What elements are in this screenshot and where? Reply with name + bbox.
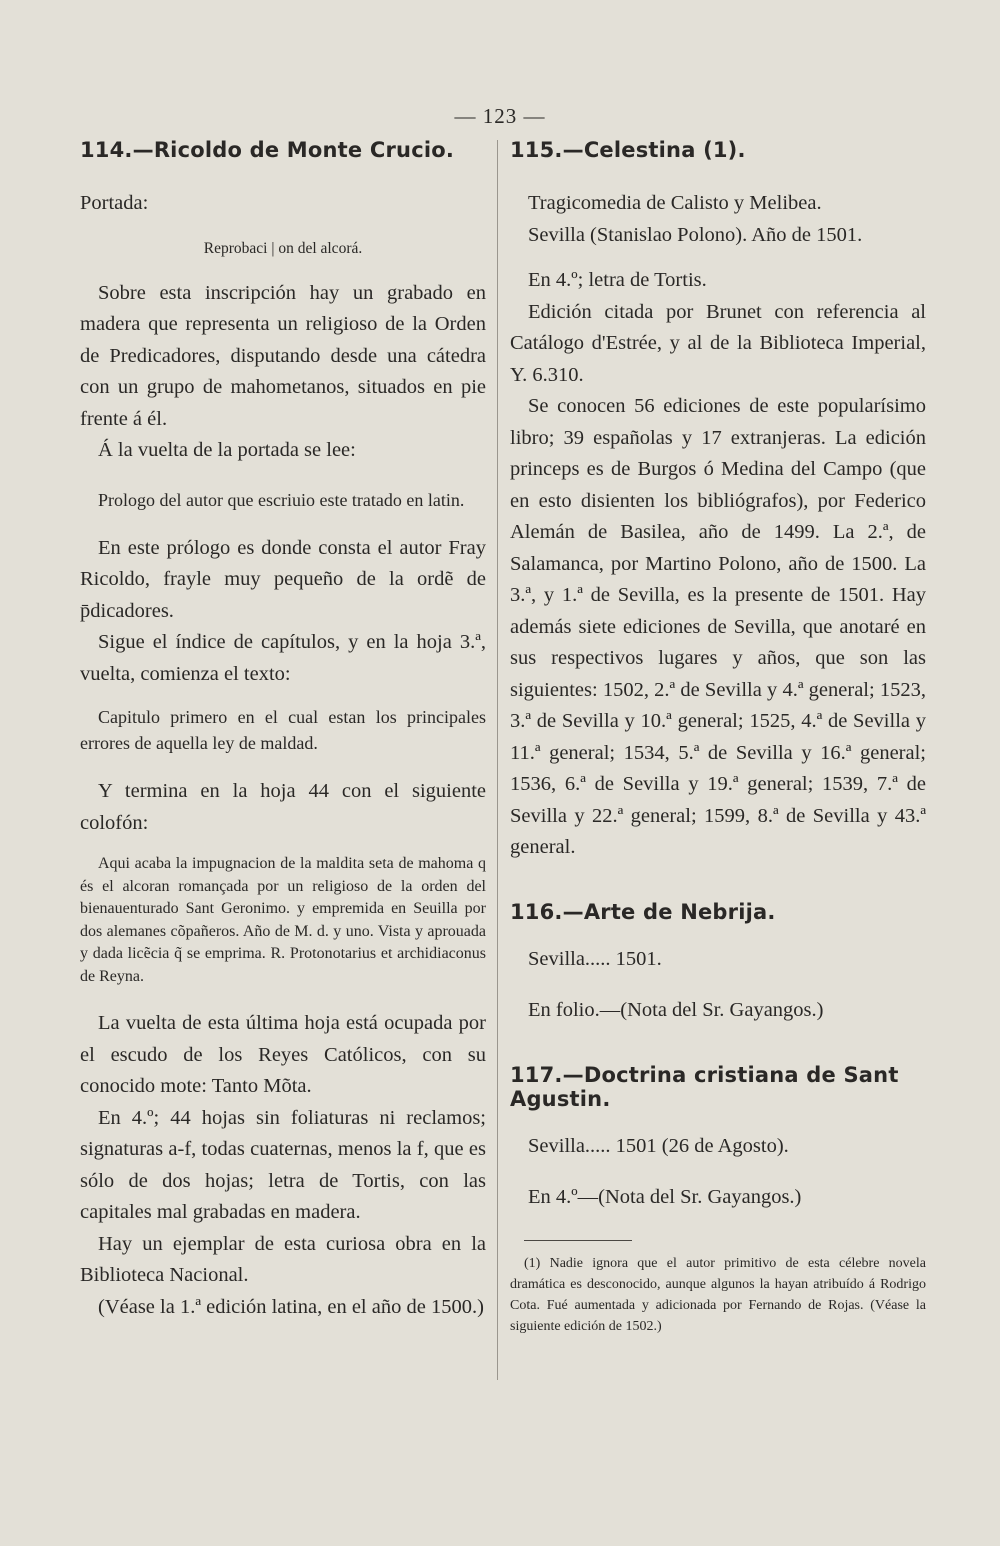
paragraph: En este prólogo es donde consta el autor Fray Ricoldo, frayle muy pequeño de la ordẽ de p̄dicadores. (80, 536, 486, 622)
paragraph: Sobre esta inscripción hay un grabado en madera que representa un religioso de la Orden de Predicadores, disputando desde una cátedra con un grupo de mahometanos, situados en pie frente á él. (80, 281, 486, 430)
left-column (80, 138, 486, 1323)
portada-label: Portada: (80, 192, 149, 214)
paragraph: Se conocen 56 ediciones de este popularísimo libro; 39 españolas y 17 extranjeras. La edición princeps es de Burgos ó Medina del Campo (que en esto disienten los bibliógrafos), por Federico Alemán de Basilea, año de 1499. La 2.ª, de Salamanca, por Martino Polono, año de 1500. La 3.ª, y 1.ª de Sevilla, es la presente de 1501. Hay además siete ediciones de Sevilla, que anotaré en sus respectivos lugares y años, que son las siguientes: 1502, 2.ª de Sevilla y 4.ª general; 1523, 3.ª de Sevilla y 10.ª general; 1525, 4.ª de Sevilla y 11.ª general; 1534, 5.ª de Sevilla y 16.ª general; 1536, 6.ª de Sevilla y 19.ª general; 1539, 7.ª de Sevilla y 22.ª general; 1599, 8.ª de Sevilla y 43.ª general. (510, 395, 926, 858)
page-number: — 123 — (454, 104, 546, 128)
footnote-rule (524, 1240, 632, 1241)
paragraph: En 4.º—(Nota del Sr. Gayangos.) (528, 1186, 802, 1208)
paragraph: Hay un ejemplar de esta curiosa obra en la Biblioteca Nacional. (80, 1232, 486, 1286)
paragraph: Edición citada por Brunet con referencia al Catálogo d'Estrée, y al de la Biblioteca Imperial, Y. 6.310. (510, 300, 926, 386)
paragraph: Tragicomedia de Calisto y Melibea. (528, 192, 822, 214)
paragraph: En 4.º; letra de Tortis. (528, 269, 707, 291)
entry-heading-117: 117.—Doctrina cristiana de Sant Agustin. (510, 1062, 899, 1111)
entry-heading-115: 115.—Celestina (1). (510, 138, 746, 162)
footnote: (1) Nadie ignora que el autor primitivo de esta célebre novela dramática es desconocido, aunque algunos la hayan atribuído á Rodrigo Cota. Fué aumentada y adicionada por Fernando de Rojas. (Véase la siguiente edición de 1502.) (510, 1255, 926, 1334)
quoted-text: Prologo del autor que escriuio este tratado en latin. (98, 489, 465, 510)
paragraph: Á la vuelta de la portada se lee: (98, 439, 356, 461)
paragraph: Sevilla..... 1501 (26 de Agosto). (528, 1134, 789, 1157)
title-line: Reprobaci | on del alcorá. (203, 239, 363, 257)
entry-heading-116: 116.—Arte de Nebrija. (510, 899, 776, 924)
paragraph: Sevilla (Stanislao Polono). Año de 1501. (528, 223, 863, 246)
right-column (510, 138, 926, 1337)
paragraph: Sigue el índice de capítulos, y en la hoja 3.ª, vuelta, comienza el texto: (80, 631, 486, 685)
paragraph: En 4.º; 44 hojas sin foliaturas ni reclamos; signaturas a-f, todas cuaternas, menos la f, que es sólo de dos hojas; letra de Tortis, con las capitales mal grabadas en madera. (80, 1106, 486, 1223)
column-divider (497, 140, 498, 1380)
paragraph: En folio.—(Nota del Sr. Gayangos.) (528, 999, 824, 1021)
quoted-text: Capitulo primero en el cual estan los principales errores de aquella ley de maldad. (80, 707, 486, 753)
paragraph: Sevilla..... 1501. (528, 947, 662, 970)
paragraph: Y termina en la hoja 44 con el siguiente colofón: (80, 780, 486, 834)
colophon-text: Aqui acaba la impugnacion de la maldita seta de mahoma q és el alcoran romançada por un religioso de la orden del bienauenturado Sant Geronimo. y empremida en Seuilla por dos alemanes cõpañeros. Año de M. d. y uno. Vista y aprouada y dada licẽcia q̃ se emprima. R. Protonotarius et archidiaconus de Reyna. (80, 855, 486, 985)
paragraph: La vuelta de esta última hoja está ocupada por el escudo de los Reyes Católicos, con su conocido mote: Tanto Mõta. (80, 1012, 486, 1097)
paragraph: (Véase la 1.ª edición latina, en el año de 1500.) (98, 1295, 484, 1318)
entry-heading-114: 114.—Ricoldo de Monte Crucio. (80, 138, 455, 162)
